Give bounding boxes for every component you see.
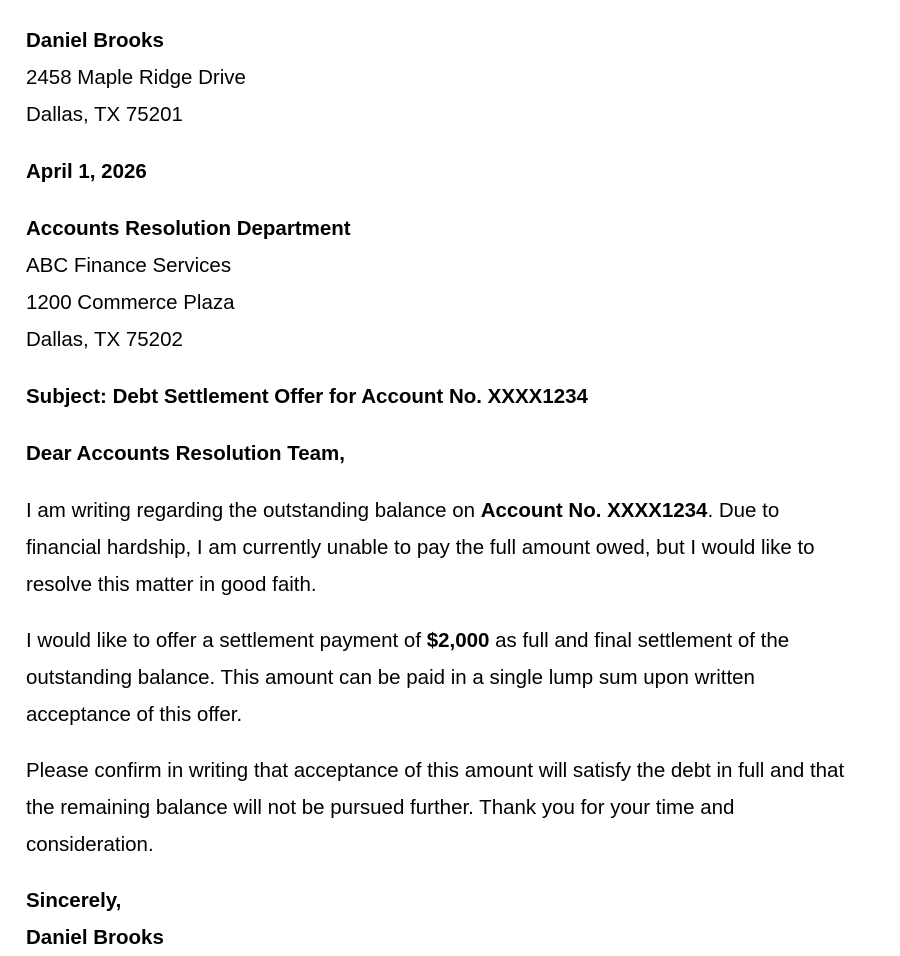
- recipient-company: ABC Finance Services: [26, 254, 232, 277]
- paragraph-one-part-two: . Due to financial hardship, I am currently unable to pay the full amount owed, but I would like to resolve this matter in good faith.: [26, 499, 815, 596]
- paragraph-three: Please confirm in writing that acceptance of this amount will satisfy the debt in full and that the remaining balance will not be pursued further. Thank you for your time and consideration.: [26, 759, 845, 856]
- salutation: Dear Accounts Resolution Team,: [26, 442, 345, 465]
- valediction: Sincerely,: [26, 889, 122, 912]
- subject-line-block: [26, 378, 860, 415]
- subject-line: Subject: Debt Settlement Offer for Account No. XXXX1234: [26, 385, 588, 408]
- paragraph-two: [26, 622, 860, 733]
- paragraph-two-part-one: I would like to offer a settlement payment of: [26, 629, 427, 652]
- sender-street: 2458 Maple Ridge Drive: [26, 66, 246, 89]
- paragraph-two-part-two: as full and final settlement of the outstanding balance. This amount can be paid in a single lump sum upon written acceptance of this offer.: [26, 629, 790, 726]
- recipient-address-block: [26, 210, 860, 358]
- closing-block: [26, 882, 860, 956]
- letter-date-block: [26, 153, 860, 190]
- paragraph-one: [26, 492, 860, 603]
- settlement-amount-emphasis: $2,000: [426, 629, 490, 652]
- letter-date: April 1, 2026: [26, 160, 147, 183]
- recipient-city-state-zip: Dallas, TX 75202: [26, 328, 183, 351]
- paragraph-one-part-one: I am writing regarding the outstanding balance on: [26, 499, 481, 522]
- salutation-block: [26, 435, 860, 472]
- letter-body: [26, 22, 860, 956]
- sender-address-block: [26, 22, 860, 133]
- signature-name: Daniel Brooks: [26, 926, 164, 949]
- recipient-street: 1200 Commerce Plaza: [26, 291, 235, 314]
- recipient-department: Accounts Resolution Department: [26, 217, 351, 240]
- sender-city-state-zip: Dallas, TX 75201: [26, 103, 183, 126]
- account-number-emphasis: Account No. XXXX1234: [480, 499, 708, 522]
- sender-name: Daniel Brooks: [26, 29, 164, 52]
